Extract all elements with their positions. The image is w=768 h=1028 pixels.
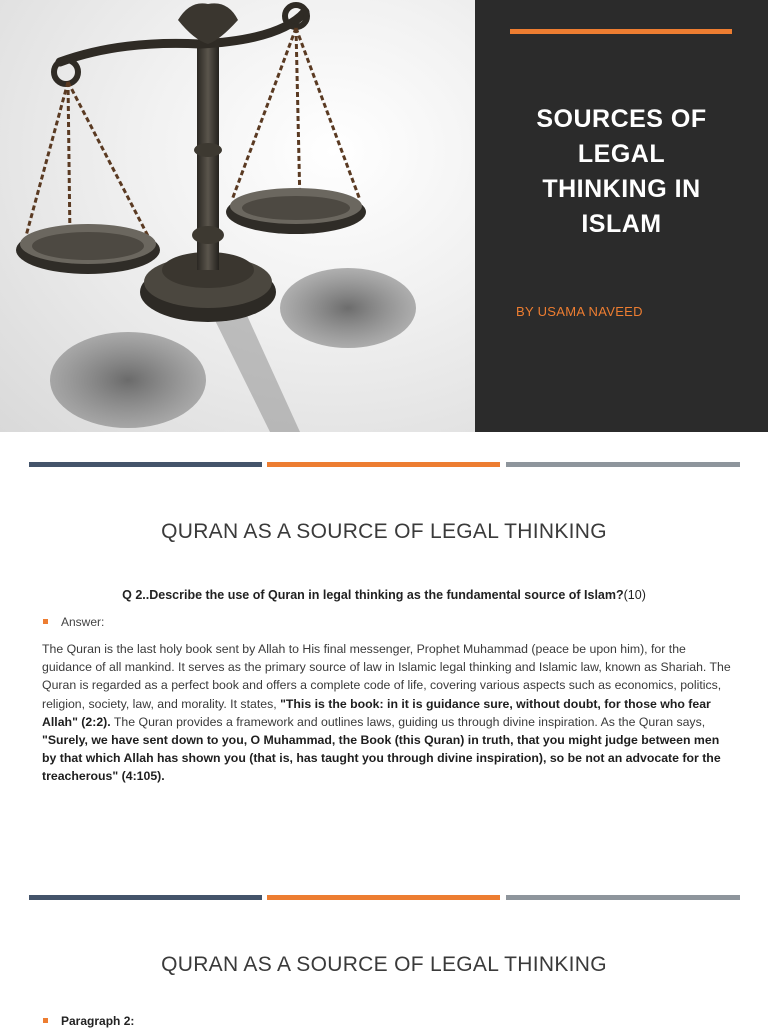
- divider-segment-gray: [506, 895, 740, 900]
- divider-segment-orange: [267, 895, 500, 900]
- paragraph-label: Paragraph 2:: [61, 1014, 135, 1028]
- title-accent-bar: [510, 29, 732, 34]
- bullet-square-icon: [43, 619, 48, 624]
- paragraph-bullet: [43, 1014, 134, 1028]
- title-slide: [0, 0, 768, 432]
- question-marks: (10): [623, 588, 646, 602]
- slide-divider: [29, 895, 740, 900]
- answer-bullet: [43, 615, 104, 629]
- slide-heading: QURAN AS A SOURCE OF LEGAL THINKING: [161, 953, 607, 976]
- question-body: Q 2..Describe the use of Quran in legal thinking as the fundamental source of Islam?: [122, 588, 624, 602]
- divider-segment-gray: [506, 462, 740, 467]
- quran-quote-1: "This is the book: in it is guidance sure, without doubt, for those who fear Allah" (2:2).: [42, 696, 711, 729]
- author-byline: BY USAMA NAVEED: [516, 304, 643, 319]
- slide-heading: QURAN AS A SOURCE OF LEGAL THINKING: [161, 520, 607, 543]
- title-panel: [475, 0, 768, 432]
- question-text: [0, 588, 768, 602]
- answer-text-1: The Quran is the last holy book sent by Allah to His final messenger, Prophet Muhammad (peace be upon him), for the guidance of all mankind. It serves as the primary source of law in Islamic legal thinking and Islamic law, known as Shariah. The Quran is regarded as a perfect book and offers a complete code of life, covering various aspects such as economics, politics, religion, society, law, and morality. It states,: [42, 642, 731, 711]
- presentation-title: SOURCES OF LEGAL THINKING IN ISLAM: [536, 105, 707, 238]
- scales-icon: [0, 0, 475, 432]
- divider-segment-orange: [267, 462, 500, 467]
- slide-divider: [29, 462, 740, 467]
- answer-label: Answer:: [61, 615, 105, 629]
- scales-of-justice-image: [0, 0, 475, 432]
- divider-segment-dark: [29, 462, 262, 467]
- answer-text-2: The Quran provides a framework and outlines laws, guiding us through divine inspiration. As the Quran says,: [110, 714, 706, 729]
- answer-paragraph: [42, 640, 732, 786]
- bullet-square-icon: [43, 1018, 48, 1023]
- divider-segment-dark: [29, 895, 262, 900]
- quran-quote-2: "Surely, we have sent down to you, O Muhammad, the Book (this Quran) in truth, that you might judge between men by that which Allah has shown you (that is, has taught you through divine inspiration), so be not an advocate for the treacherous" (4:105).: [42, 733, 721, 784]
